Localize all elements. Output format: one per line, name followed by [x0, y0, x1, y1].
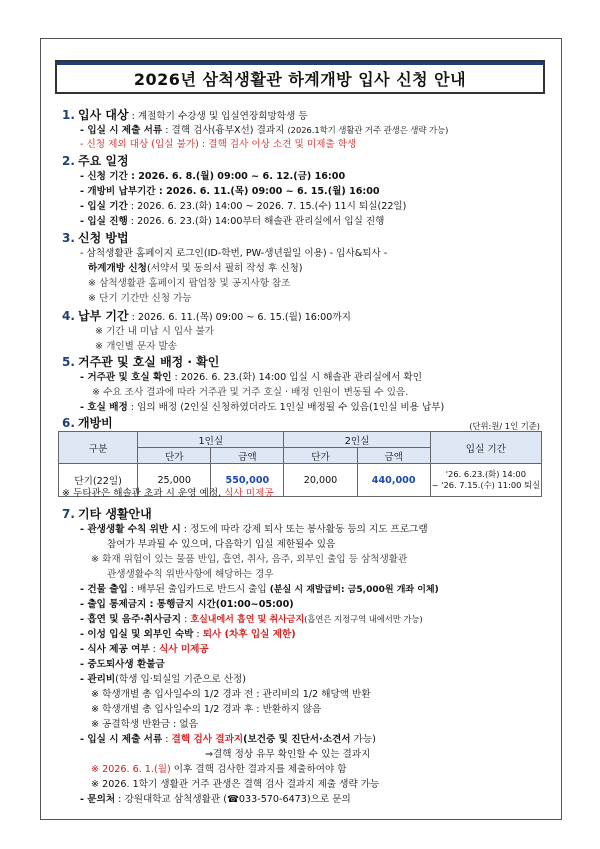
schedule-checkin: - 입실 진행 : 2026. 6. 23.(화) 14:00부터 해솔관 관리실에서 입실 진행: [80, 216, 385, 227]
section-1-heading: 입사 대상: [77, 108, 129, 122]
rule-violation-2: 참여가 부과될 수 있으며, 다음학기 입실 제한될수 있음: [107, 539, 336, 550]
apply-method-2: 하계개방 신청(서약서 및 동의서 필히 작성 후 신청): [88, 263, 303, 274]
apply-note-1: ※ 삼척생활관 홈페이지 팝업창 및 공지사항 참조: [88, 278, 291, 289]
section-7: [62, 507, 152, 522]
section-7-number: 7.: [62, 507, 75, 521]
fee-col-type: 구분: [59, 432, 138, 464]
fee-sub-amount-double: 금액: [357, 448, 430, 464]
rule-violation-note: ※ 화재 위험이 있는 물품 반입, 흡연, 취사, 음주, 외부인 출입 등 삼척생활관: [91, 554, 408, 565]
section-6: [62, 416, 113, 431]
section-7-heading: 기타 생활안내: [77, 507, 152, 521]
management-fee: - 관리비(학생 입·퇴실일 기준으로 산정): [80, 674, 247, 685]
section-3-heading: 신청 방법: [77, 231, 129, 245]
rule-violation: - 관생생활 수칙 위반 시 : 정도에 따라 강제 퇴사 또는 봉사활동 등의 지도 프로그램: [80, 524, 428, 535]
refund: - 중도퇴사생 환불금: [80, 659, 165, 670]
schedule-apply: - 신청 기간 : 2026. 6. 8.(월) 09:00 ~ 6. 12.(금) 16:00: [80, 171, 346, 182]
building-access: - 건물 출입 : 배부된 출입카드로 반드시 출입 (분실 시 재발급비: 금5,000원 개좌 이체): [80, 584, 439, 595]
schedule-payment: - 개방비 납부기간 : 2026. 6. 11.(목) 09:00 ~ 6. 15.(월) 16:00: [80, 186, 380, 197]
meal-service: - 식사 제공 여부 : 식사 미제공: [80, 644, 209, 655]
fee-single-unit: 25,000: [138, 464, 211, 497]
fee-double-unit: 20,000: [284, 464, 357, 497]
section-5-number: 5.: [62, 355, 75, 369]
fee-note: ※ 두타관은 해솔관 초과 시 운영 예정, 식사 미제공: [62, 488, 274, 499]
fee-double-amount: 440,000: [357, 464, 430, 497]
guest-ban: - 이성 입실 및 외부인 숙박 : 퇴사 (차후 입실 제한): [80, 629, 296, 640]
section-1: [62, 108, 308, 123]
section-3-number: 3.: [62, 231, 75, 245]
refund-note-1: ※ 학생개별 총 입사일수의 1/2 경과 전 : 관리비의 1/2 해당액 반환: [91, 689, 371, 700]
room-check: - 거주관 및 호실 확인 : 2026. 6. 23.(화) 14:00 입실 시 해솔관 관리실에서 확인: [80, 372, 422, 383]
section-6-number: 6.: [62, 416, 75, 430]
submit-docs-note: ⇒결핵 정상 유무 확인할 수 있는 결과지: [205, 749, 371, 760]
section-5-heading: 거주관 및 호실 배정 · 확인: [77, 355, 220, 369]
section-1-number: 1.: [62, 108, 75, 122]
fee-single-amount: 550,000: [211, 464, 284, 497]
section-2-number: 2.: [62, 154, 75, 168]
title-box: [55, 60, 545, 94]
submit-docs-exempt: ※ 2026. 1학기 생활관 거주 관생은 결핵 검사 결과지 제출 생략 가능: [91, 779, 380, 790]
payment-note-2: ※ 개인별 문자 발송: [95, 341, 178, 352]
section-1-text: : 계절학기 수강생 및 입실연장희망학생 등: [128, 111, 308, 122]
apply-method-1: - 삼척생활관 홈페이지 로그인(ID-학번, PW-생년월일 이용) - 입사&퇴사 -: [80, 248, 388, 259]
submit-docs-date: ※ 2026. 6. 1.(월) 이후 결핵 검사한 결과지를 제출하여야 함: [91, 764, 347, 775]
fee-col-double: 2인실: [284, 432, 430, 448]
fee-col-single: 1인실: [138, 432, 284, 448]
curfew: - 출입 통제금지 : 통행금지 시간(01:00~05:00): [80, 599, 294, 610]
room-note: ※ 수요 조사 결과에 따라 거주관 및 거주 호실 · 배정 인원이 변동될 수 있음.: [92, 387, 409, 398]
section-6-heading: 개방비: [77, 416, 113, 430]
submit-docs: - 입실 시 제출 서류 : 결핵 검사 결과지(보건증 및 진단서·소견서 가능): [80, 734, 376, 745]
fee-sub-amount-single: 금액: [211, 448, 284, 464]
refund-note-3: ※ 공결학생 반환금 : 없음: [91, 719, 198, 730]
section-1-excluded: - 신청 제외 대상 (입실 불가) : 결핵 검사 이상 소견 및 미제출 학생: [80, 139, 357, 150]
fee-sub-unit-single: 단가: [138, 448, 211, 464]
payment-note-1: ※ 기간 내 미납 시 입사 불가: [95, 326, 215, 337]
rule-violation-note-2: 관생생활수칙 위반사항에 해당하는 경우: [107, 569, 274, 580]
refund-note-2: ※ 학생개별 총 입사일수의 1/2 경과 후 : 반환하지 않음: [91, 704, 322, 715]
schedule-stay: - 입실 기간 : 2026. 6. 23.(화) 14:00 ~ 2026. 7. 15.(수) 11시 퇴실(22일): [80, 201, 407, 212]
section-3: [62, 231, 129, 246]
section-5: [62, 355, 219, 370]
contact: - 문의처 : 강원대학교 삼척생활관 (☎033-570-6473)으로 문의: [80, 794, 351, 805]
section-2: [62, 154, 129, 169]
section-2-heading: 주요 일정: [77, 154, 129, 168]
fee-sub-unit-double: 단가: [284, 448, 357, 464]
fee-col-period: 입실 기간: [430, 432, 541, 464]
section-4-heading: 납부 기간: [77, 309, 129, 323]
fee-unit: (단위:원/ 1인 기준): [469, 421, 540, 431]
section-4: [62, 309, 351, 324]
page-title: 2026년 삼척생활관 하계개방 입사 신청 안내: [133, 70, 467, 89]
room-assign: - 호실 배정 : 임의 배정 (2인실 신청하였더라도 1인실 배정될 수 있음(1인실 비용 납부): [80, 402, 445, 413]
fee-row-label: 단기(22일): [59, 464, 138, 497]
section-4-text: : 2026. 6. 11.(목) 09:00 ~ 6. 15.(월) 16:00까지: [128, 312, 351, 323]
fee-period: '26. 6.23.(화) 14:00 ~ '26. 7.15.(수) 11:00 퇴실: [430, 464, 541, 497]
section-4-number: 4.: [62, 309, 75, 323]
title-accent-bar: [57, 62, 543, 65]
section-1-docs: - 입실 시 제출 서류 : 결핵 검사(흉부X선) 결과지 (2026.1학기 생활관 거주 관생은 생략 가능): [80, 125, 449, 136]
apply-note-2: ※ 단기 기간만 신청 가능: [88, 293, 192, 304]
smoking-ban: - 흡연 및 음주·취사금지 : 호실내에서 흡연 및 취사금지(흡연은 지정구역 내에서만 가능): [80, 614, 423, 625]
